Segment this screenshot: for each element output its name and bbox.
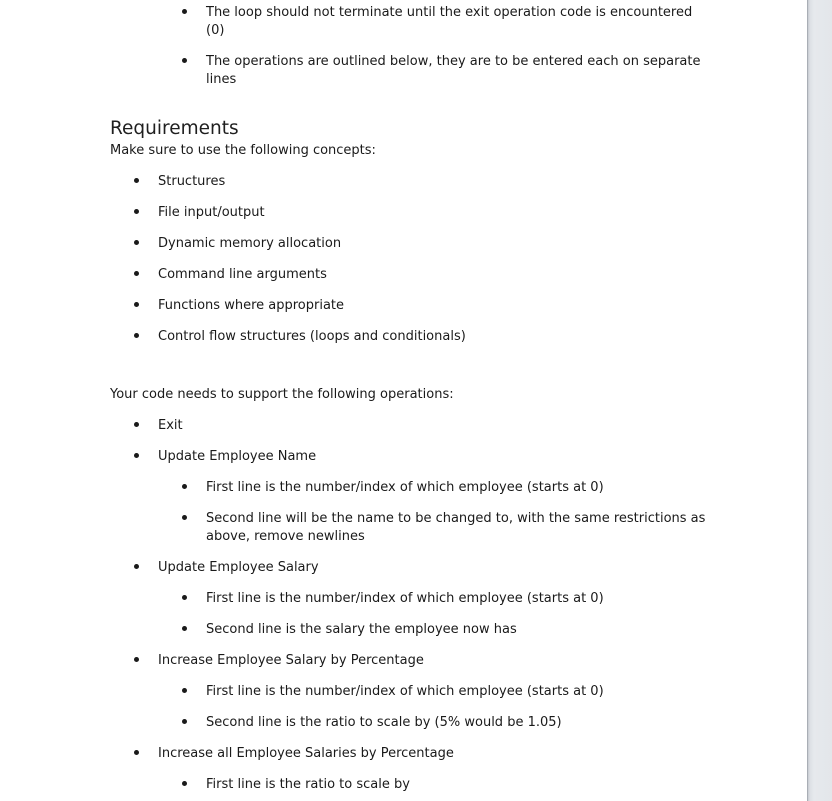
operation-item: Exit [158, 418, 183, 433]
bullet-icon [182, 58, 187, 63]
bullet-icon [134, 333, 139, 338]
operation-detail: First line is the number/index of which employee (starts at 0) [206, 591, 604, 606]
operation-detail: Second line will be the name to be changed to, with the same restrictions as [206, 511, 706, 526]
bullet-icon [134, 271, 139, 276]
window-background-gutter [807, 0, 832, 801]
bullet-icon [134, 240, 139, 245]
bullet-icon [134, 657, 139, 662]
bullet-icon [134, 750, 139, 755]
intro-item-line: lines [206, 72, 237, 87]
bullet-icon [134, 422, 139, 427]
concept-item: File input/output [158, 205, 265, 220]
intro-item-line: The operations are outlined below, they are to be entered each on separate [206, 54, 701, 69]
requirements-intro: Make sure to use the following concepts: [110, 143, 376, 158]
bullet-icon [182, 484, 187, 489]
requirements-heading: Requirements [110, 118, 239, 139]
operation-detail: First line is the number/index of which employee (starts at 0) [206, 480, 604, 495]
bullet-icon [134, 564, 139, 569]
operations-intro: Your code needs to support the following operations: [110, 387, 454, 402]
operation-item: Increase all Employee Salaries by Percentage [158, 746, 454, 761]
operation-detail: First line is the ratio to scale by [206, 777, 410, 792]
bullet-icon [134, 453, 139, 458]
concept-item: Functions where appropriate [158, 298, 345, 313]
concept-item: Control flow structures (loops and conditionals) [158, 329, 466, 344]
concept-item: Dynamic memory allocation [158, 236, 342, 251]
bullet-icon [182, 781, 187, 786]
operation-item: Update Employee Salary [158, 560, 319, 575]
bullet-icon [182, 9, 187, 14]
intro-item-line: (0) [206, 23, 225, 38]
bullet-icon [134, 209, 139, 214]
operation-detail: above, remove newlines [206, 529, 365, 544]
operation-item: Update Employee Name [158, 449, 317, 464]
bullet-icon [182, 719, 187, 724]
concept-item: Structures [158, 174, 226, 189]
operation-detail: Second line is the salary the employee now has [206, 622, 517, 637]
bullet-icon [134, 178, 139, 183]
bullet-icon [134, 302, 139, 307]
operation-detail: Second line is the ratio to scale by (5% would be 1.05) [206, 715, 562, 730]
operation-item: Increase Employee Salary by Percentage [158, 653, 424, 668]
intro-item-line: The loop should not terminate until the exit operation code is encountered [206, 5, 693, 20]
bullet-icon [182, 515, 187, 520]
bullet-icon [182, 595, 187, 600]
bullet-icon [182, 626, 187, 631]
bullet-icon [182, 688, 187, 693]
operation-detail: First line is the number/index of which employee (starts at 0) [206, 684, 604, 699]
concept-item: Command line arguments [158, 267, 327, 282]
